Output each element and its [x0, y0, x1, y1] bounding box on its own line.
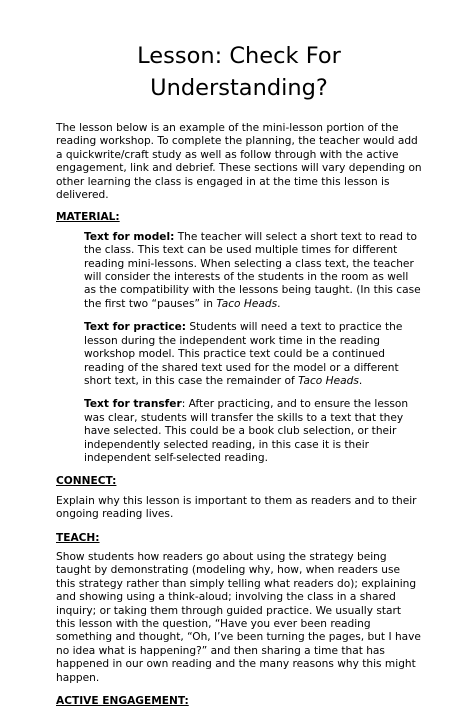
- intro-paragraph: The lesson below is an example of the mini-lesson portion of the reading workshop. To complete the planning, the teacher would add a quickwrite/craft study as well as follow through with the active engagement, link and debrief. These sections will vary depending on other learning the class is engaged in at the time this lesson is delivered.: [56, 122, 422, 202]
- active-engagement-heading: ACTIVE ENGAGEMENT:: [56, 695, 189, 708]
- connect-heading: CONNECT:: [56, 475, 117, 488]
- teach-paragraph: Show students how readers go about using the strategy being taught by demonstrating (modeling why, how, when readers use this strategy rather than simply telling what readers do); explaining and showing using a think-aloud; involving the class in a shared inquiry; or taking them through guided practice. We usually start this lesson with the question, “Have you ever been reading something and thought, “Oh, I’ve been turning the pages, but I have no idea what is happening?” and then sharing a time that has happened in our own reading and the many reasons why this might happen.: [56, 550, 421, 684]
- text-for-transfer-body: : After practicing, and to ensure the lesson was clear, students will transfer the skills to a text that they have selected. This could be a book club selection, or their independently selected reading, in this case it is their independent self-selected reading.: [84, 398, 409, 464]
- text-for-model-title: Taco Heads: [216, 297, 278, 310]
- text-for-practice-end: .: [358, 374, 363, 387]
- document-title: Lesson: Check For Understanding?: [137, 43, 341, 101]
- text-for-model-label: Text for model:: [84, 230, 175, 243]
- text-for-model-body: The teacher will select a short text to read to the class. This text can be used multiple times for different reading mini-lessons. When selecting a class text, the teacher will consider the interests of the students in the room as well as the compatibility with the lessons being taught. (In this case the first two “pauses” in: [84, 230, 421, 310]
- text-for-practice-title: Taco Heads: [298, 374, 359, 387]
- text-for-practice-body: Students will need a text to practice the lesson during the independent work time in the reading workshop model. This practice text could be a continued reading of the shared text used for the model or a different short text, in this case the remainder of: [84, 321, 403, 387]
- text-for-practice-label: Text for practice:: [84, 321, 187, 334]
- connect-paragraph: Explain why this lesson is important to them as readers and to their ongoing reading lives.: [56, 494, 417, 521]
- text-for-model-paragraph: [56, 231, 422, 311]
- text-for-model-end: .: [277, 297, 281, 310]
- material-heading: MATERIAL:: [56, 211, 120, 224]
- teach-heading: TEACH:: [56, 531, 100, 544]
- text-for-practice-paragraph: [56, 321, 422, 388]
- text-for-transfer-paragraph: [56, 398, 422, 465]
- text-for-transfer-label: Text for transfer: [84, 398, 182, 411]
